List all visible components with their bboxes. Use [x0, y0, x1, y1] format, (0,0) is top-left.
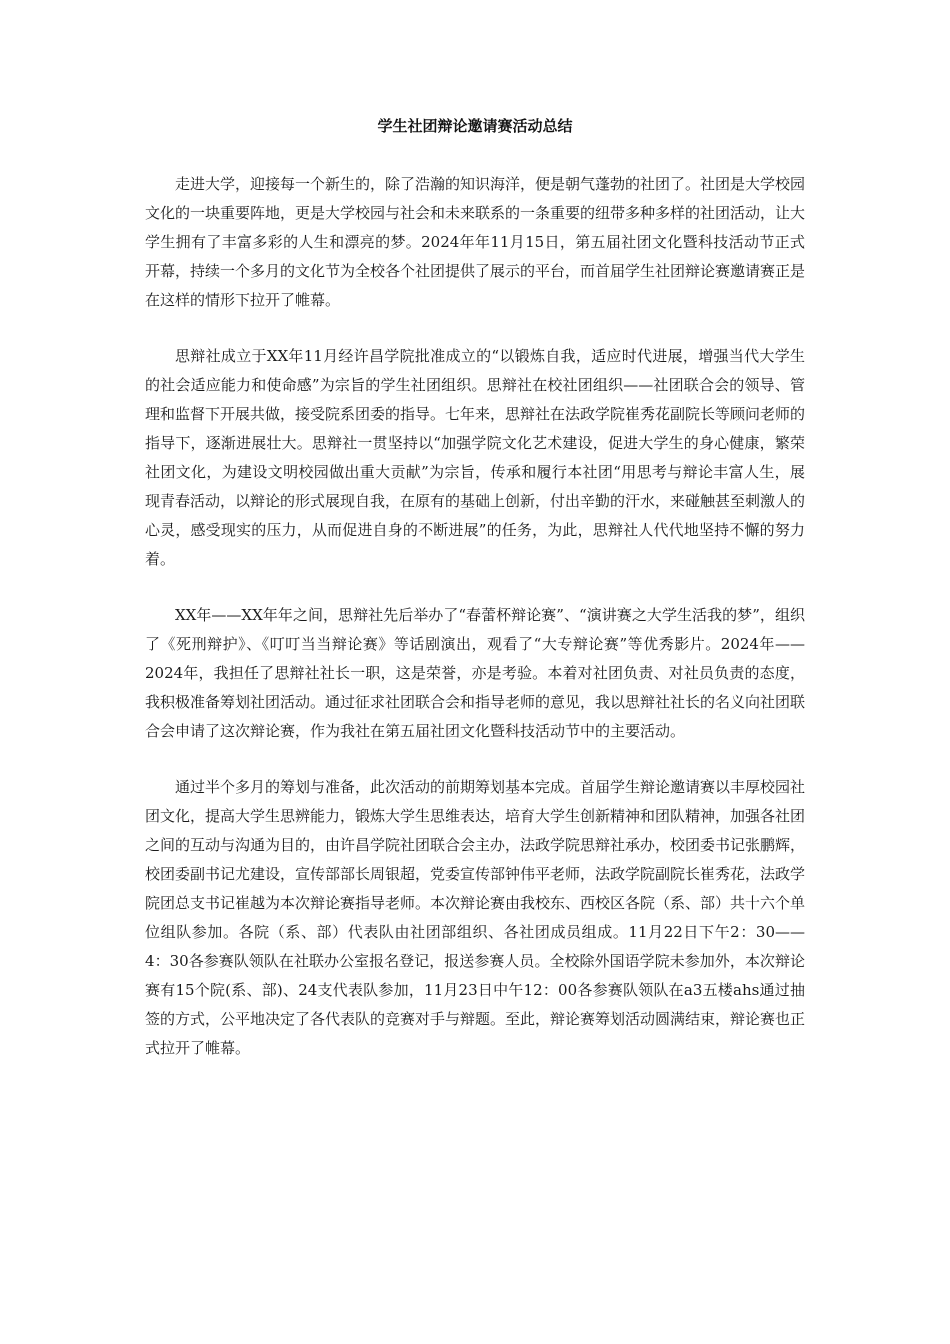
paragraph-3: XX年——XX年年之间，思辩社先后举办了“春蕾杯辩论赛”、“演讲赛之大学生活我的梦”，组织了《死刑辩护》、《叮叮当当辩论赛》等话剧演出，观看了“大专辩论赛”等优秀影片。2024年——2024年，我担任了思辩社社长一职，这是荣誉，亦是考验。本着对社团负责、对社员负责的态度，我积极准备筹划社团活动。通过征求社团联合会和指导老师的意见，我以思辩社社长的名义向社团联合会申请了这次辩论赛，作为我社在第五届社团文化暨科技活动节中的主要活动。	[145, 606, 806, 740]
paragraph-2: 思辩社成立于XX年11月经许昌学院批准成立的“以锻炼自我，适应时代进展，增强当代大学生的社会适应能力和使命感”为宗旨的学生社团组织。思辩社在校社团组织——社团联合会的领导、管理和监督下开展共做，接受院系团委的指导。七年来，思辩社在法政学院崔秀花副院长等顾问老师的指导下，逐渐进展壮大。思辩社一贯坚持以“加强学院文化艺术建设，促进大学生的身心健康，繁荣社团文化，为建设文明校园做出重大贡献”为宗旨，传承和履行本社团“用思考与辩论丰富人生，展现青春活动，以辩论的形式展现自我，在原有的基础上创新，付出辛勤的汗水，来碰触甚至刺激人的心灵，感受现实的压力，从而促进自身的不断进展”的任务，为此，思辩社人代代地坚持不懈的努力着。	[145, 347, 806, 568]
document-title: 学生社团辩论邀请赛活动总结	[377, 117, 573, 135]
paragraph-4: 通过半个多月的筹划与准备，此次活动的前期筹划基本完成。首届学生辩论邀请赛以丰厚校园社团文化，提高大学生思辨能力，锻炼大学生思维表达，培育大学生创新精神和团队精神，加强各社团之间的互动与沟通为目的，由许昌学院社团联合会主办，法政学院思辩社承办，校团委书记张鹏辉，校团委副书记尤建设，宣传部部长周银超，党委宣传部钟伟平老师，法政学院副院长崔秀花，法政学院团总支书记崔越为本次辩论赛指导老师。本次辩论赛由我校东、西校区各院（系、部）共十六个单位组队参加。各院（系、部）代表队由社团部组织、各社团成员组成。11月22日下午2：30——4：30各参赛队领队在社联办公室报名登记，报送参赛人员。全校除外国语学院未参加外，本次辩论赛有15个院(系、部)、24支代表队参加，11月23日中午12：00各参赛队领队在a3五楼ahs通过抽签的方式，公平地决定了各代表队的竞赛对手与辩题。至此，辩论赛筹划活动圆满结束，辩论赛也正式拉开了帷幕。	[145, 778, 806, 1057]
paragraph-1: 走进大学，迎接每一个新生的，除了浩瀚的知识海洋，便是朝气蓬勃的社团了。社团是大学校园文化的一块重要阵地，更是大学校园与社会和未来联系的一条重要的纽带多种多样的社团活动，让大学生拥有了丰富多彩的人生和漂亮的梦。2024年年11月15日，第五届社团文化暨科技活动节正式开幕，持续一个多月的文化节为全校各个社团提供了展示的平台，而首届学生社团辩论赛邀请赛正是在这样的情形下拉开了帷幕。	[145, 175, 806, 309]
document-body	[145, 170, 805, 1090]
